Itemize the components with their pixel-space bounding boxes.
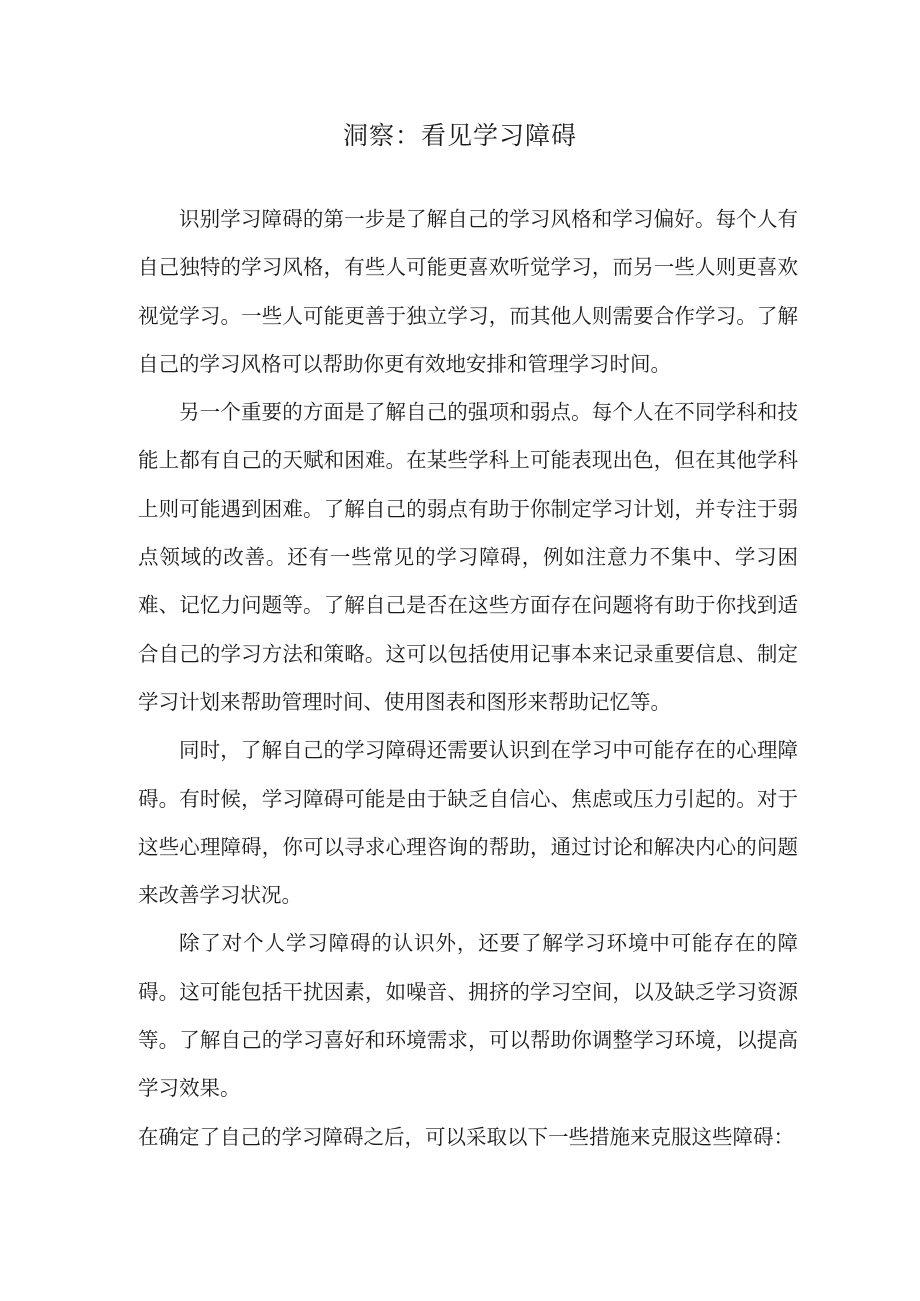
document-body — [138, 195, 798, 1161]
paragraph-psychological-barriers: 同时，了解自己的学习障碍还需要认识到在学习中可能存在的心理障碍。有时候，学习障碍可能是由于缺乏自信心、焦虑或压力引起的。对于这些心理障碍，你可以寻求心理咨询的帮助，通过讨论和解决内心的问题来改善学习状况。 — [138, 738, 798, 908]
page-title: 洞察：看见学习障碍 — [342, 121, 577, 150]
paragraph-strengths-weaknesses: 另一个重要的方面是了解自己的强项和弱点。每个人在不同学科和技能上都有自己的天赋和困难。在某些学科上可能表现出色，但在其他学科上则可能遇到困难。了解自己的弱点有助于你制定学习计划，并专注于弱点领域的改善。还有一些常见的学习障碍，例如注意力不集中、学习困难、记忆力问题等。了解自己是否在这些方面存在问题将有助于你找到适合自己的学习方法和策略。这可以包括使用记事本来记录重要信息、制定学习计划来帮助管理时间、使用图表和图形来帮助记忆等。 — [138, 400, 798, 714]
paragraph-learning-style: 识别学习障碍的第一步是了解自己的学习风格和学习偏好。每个人有自己独特的学习风格，有些人可能更喜欢听觉学习，而另一些人则更喜欢视觉学习。一些人可能更善于独立学习，而其他人则需要合作学习。了解自己的学习风格可以帮助你更有效地安排和管理学习时间。 — [138, 207, 798, 376]
paragraph-measures-intro: 在确定了自己的学习障碍之后，可以采取以下一些措施来克服这些障碍： — [138, 1124, 794, 1149]
paragraph-environment-barriers: 除了对个人学习障碍的认识外，还要了解学习环境中可能存在的障碍。这可能包括干扰因素，如噪音、拥挤的学习空间，以及缺乏学习资源等。了解自己的学习喜好和环境需求，可以帮助你调整学习环境，以提高学习效果。 — [138, 931, 798, 1101]
